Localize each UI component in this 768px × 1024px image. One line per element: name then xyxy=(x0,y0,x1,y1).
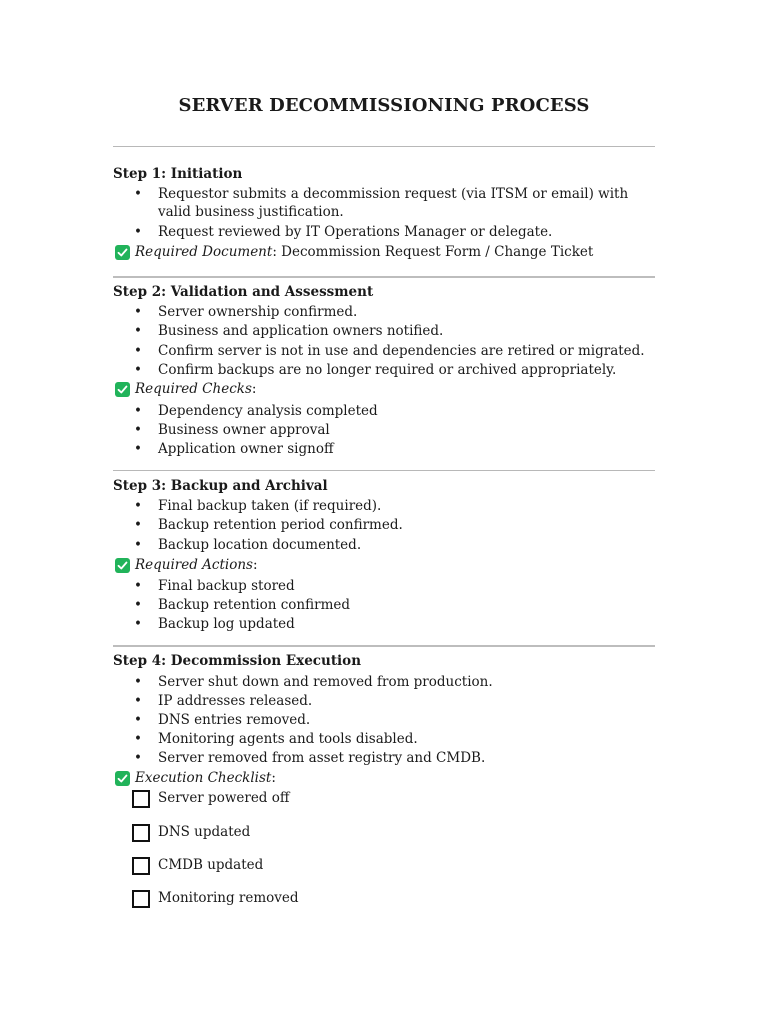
step-3-action-item: Final backup stored xyxy=(158,578,295,594)
step-3-bullet: Backup location documented. xyxy=(158,537,362,553)
bullet: • xyxy=(134,362,142,378)
required-label: Required Document xyxy=(135,244,273,260)
bullet: • xyxy=(134,186,142,202)
empty-checkbox-icon[interactable] xyxy=(132,824,150,842)
bullet: • xyxy=(134,712,142,728)
step-2-bullet: Confirm server is not in use and dependencies are retired or migrated. xyxy=(158,343,645,359)
step-3-bullet: Final backup taken (if required). xyxy=(158,498,382,514)
step-3-action-item: Backup log updated xyxy=(158,616,295,632)
bullet: • xyxy=(134,224,142,240)
step-2-bullet: Server ownership confirmed. xyxy=(158,304,358,320)
step-4-heading: Step 4: Decommission Execution xyxy=(113,653,362,669)
bullet: • xyxy=(134,517,142,533)
step-4-required xyxy=(135,770,276,786)
step-3-action-item: Backup retention confirmed xyxy=(158,597,351,613)
step-2-check-item: Application owner signoff xyxy=(158,441,334,457)
step-2-required xyxy=(135,381,256,397)
bullet: • xyxy=(134,323,142,339)
step-3-heading: Step 3: Backup and Archival xyxy=(113,478,328,494)
divider xyxy=(113,470,655,471)
step-4-bullet: Monitoring agents and tools disabled. xyxy=(158,731,418,747)
bullet: • xyxy=(134,750,142,766)
empty-checkbox-icon[interactable] xyxy=(132,857,150,875)
bullet: • xyxy=(134,422,142,438)
bullet: • xyxy=(134,441,142,457)
required-text: : xyxy=(253,557,258,573)
step-1-bullet: Requestor submits a decommission request (via ITSM or email) with valid business justification. xyxy=(158,186,629,220)
step-2-check-item: Dependency analysis completed xyxy=(158,403,378,419)
step-2-bullet: Business and application owners notified. xyxy=(158,323,444,339)
required-label: Required Checks xyxy=(135,381,252,397)
step-1-heading: Step 1: Initiation xyxy=(113,166,243,182)
required-text: : xyxy=(271,770,276,786)
required-label: Required Actions xyxy=(135,557,253,573)
required-text: : Decommission Request Form / Change Ticket xyxy=(272,244,594,260)
bullet: • xyxy=(134,498,142,514)
step-4-bullet: Server removed from asset registry and CMDB. xyxy=(158,750,486,766)
green-check-icon xyxy=(115,382,130,397)
divider xyxy=(113,146,655,147)
bullet: • xyxy=(134,597,142,613)
step-4-bullet: IP addresses released. xyxy=(158,693,313,709)
required-label: Execution Checklist xyxy=(135,770,272,786)
bullet: • xyxy=(134,537,142,553)
empty-checkbox-icon[interactable] xyxy=(132,790,150,808)
checklist-item-label: CMDB updated xyxy=(158,857,264,873)
green-check-icon xyxy=(115,558,130,573)
bullet: • xyxy=(134,578,142,594)
green-check-icon xyxy=(115,245,130,260)
step-3-bullet: Backup retention period confirmed. xyxy=(158,517,403,533)
step-4-bullet: DNS entries removed. xyxy=(158,712,311,728)
step-2-bullet: Confirm backups are no longer required or archived appropriately. xyxy=(158,362,617,378)
bullet: • xyxy=(134,304,142,320)
bullet: • xyxy=(134,616,142,632)
checklist-item-label: Server powered off xyxy=(158,790,290,806)
step-2-check-item: Business owner approval xyxy=(158,422,330,438)
green-check-icon xyxy=(115,771,130,786)
step-4-bullet: Server shut down and removed from production. xyxy=(158,674,493,690)
divider xyxy=(113,645,655,647)
step-3-required xyxy=(135,557,258,573)
bullet: • xyxy=(134,693,142,709)
checklist-item-label: Monitoring removed xyxy=(158,890,299,906)
page-title: SERVER DECOMMISSIONING PROCESS xyxy=(178,95,590,116)
bullet: • xyxy=(134,731,142,747)
required-text: : xyxy=(251,381,257,397)
bullet: • xyxy=(134,403,142,419)
step-1-required xyxy=(135,244,593,260)
bullet: • xyxy=(134,343,142,359)
divider xyxy=(113,276,655,278)
checklist-item-label: DNS updated xyxy=(158,824,251,840)
empty-checkbox-icon[interactable] xyxy=(132,890,150,908)
step-1-bullet: Request reviewed by IT Operations Manager or delegate. xyxy=(158,224,553,240)
step-2-heading: Step 2: Validation and Assessment xyxy=(113,284,374,300)
bullet: • xyxy=(134,674,142,690)
